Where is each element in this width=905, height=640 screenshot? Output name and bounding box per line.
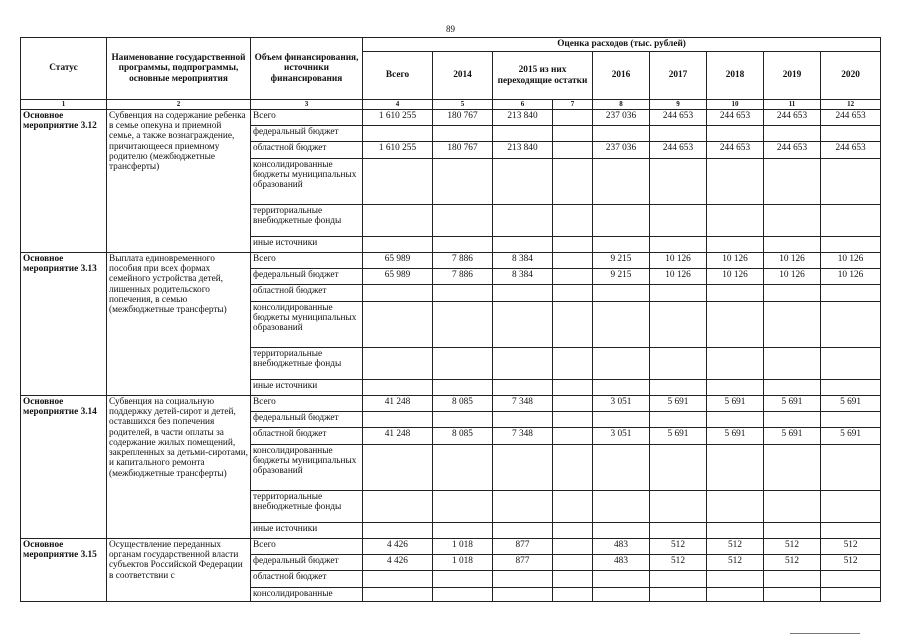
value-cell: 41 248 xyxy=(363,428,433,445)
value-cell xyxy=(650,348,707,380)
value-cell xyxy=(363,237,433,253)
value-cell: 512 xyxy=(821,539,881,555)
value-cell xyxy=(764,588,821,602)
funding-source-cell: иные источники xyxy=(251,237,363,253)
value-cell xyxy=(707,159,764,205)
funding-source-cell: областной бюджет xyxy=(251,142,363,159)
funding-source-cell: Всего xyxy=(251,539,363,555)
value-cell xyxy=(650,571,707,588)
value-cell xyxy=(707,285,764,302)
value-cell xyxy=(593,491,650,523)
value-cell xyxy=(553,142,593,159)
value-cell xyxy=(593,302,650,348)
value-cell: 512 xyxy=(764,555,821,571)
value-cell xyxy=(821,205,881,237)
status-cell: Основное мероприятие 3.14 xyxy=(21,396,107,539)
value-cell: 237 036 xyxy=(593,110,650,126)
funding-source-cell: федеральный бюджет xyxy=(251,412,363,428)
value-cell xyxy=(493,588,553,602)
value-cell xyxy=(493,445,553,491)
column-number: 2 xyxy=(107,100,251,110)
value-cell xyxy=(707,445,764,491)
value-cell xyxy=(821,523,881,539)
funding-source-cell: областной бюджет xyxy=(251,428,363,445)
value-cell xyxy=(593,159,650,205)
value-cell xyxy=(493,126,553,142)
value-cell xyxy=(764,348,821,380)
value-cell xyxy=(363,445,433,491)
value-cell xyxy=(764,380,821,396)
value-cell xyxy=(493,348,553,380)
value-cell: 5 691 xyxy=(764,396,821,412)
column-number: 3 xyxy=(251,100,363,110)
value-cell xyxy=(433,380,493,396)
table-row xyxy=(21,110,881,126)
value-cell xyxy=(707,126,764,142)
column-number: 7 xyxy=(553,100,593,110)
value-cell: 512 xyxy=(707,555,764,571)
value-cell xyxy=(593,237,650,253)
value-cell: 244 653 xyxy=(650,110,707,126)
value-cell xyxy=(553,237,593,253)
value-cell: 8 085 xyxy=(433,428,493,445)
funding-source-cell: иные источники xyxy=(251,523,363,539)
value-cell xyxy=(764,491,821,523)
value-cell xyxy=(553,126,593,142)
value-cell xyxy=(764,205,821,237)
value-cell xyxy=(553,205,593,237)
funding-source-cell: территориальные внебюджетные фонды xyxy=(251,348,363,380)
funding-source-cell: консолидированные xyxy=(251,588,363,602)
value-cell xyxy=(553,348,593,380)
value-cell: 1 610 255 xyxy=(363,110,433,126)
value-cell xyxy=(363,285,433,302)
funding-source-cell: федеральный бюджет xyxy=(251,269,363,285)
value-cell: 9 215 xyxy=(593,253,650,269)
value-cell xyxy=(493,412,553,428)
header-2015: 2015 из них переходящие остатки xyxy=(493,52,593,100)
value-cell xyxy=(593,412,650,428)
value-cell xyxy=(363,205,433,237)
funding-source-cell: Всего xyxy=(251,396,363,412)
value-cell xyxy=(764,412,821,428)
value-cell: 512 xyxy=(764,539,821,555)
header-volume: Объем финансирования, источники финансирования xyxy=(251,38,363,100)
funding-source-cell: Всего xyxy=(251,253,363,269)
value-cell xyxy=(363,491,433,523)
value-cell xyxy=(553,539,593,555)
value-cell: 5 691 xyxy=(650,428,707,445)
header-2020: 2020 xyxy=(821,52,881,100)
value-cell xyxy=(650,380,707,396)
value-cell xyxy=(764,445,821,491)
value-cell xyxy=(593,445,650,491)
header-2017: 2017 xyxy=(650,52,707,100)
value-cell xyxy=(363,348,433,380)
value-cell xyxy=(493,491,553,523)
funding-source-cell: консолидированные бюджеты муниципальных образований xyxy=(251,159,363,205)
value-cell: 5 691 xyxy=(707,428,764,445)
value-cell xyxy=(821,571,881,588)
value-cell xyxy=(764,571,821,588)
value-cell xyxy=(433,285,493,302)
value-cell xyxy=(553,285,593,302)
value-cell xyxy=(493,302,553,348)
value-cell xyxy=(553,269,593,285)
value-cell xyxy=(821,159,881,205)
value-cell xyxy=(493,205,553,237)
value-cell xyxy=(363,571,433,588)
value-cell: 7 886 xyxy=(433,269,493,285)
funding-source-cell: Всего xyxy=(251,110,363,126)
value-cell xyxy=(553,302,593,348)
status-cell: Основное мероприятие 3.13 xyxy=(21,253,107,396)
funding-source-cell: консолидированные бюджеты муниципальных образований xyxy=(251,302,363,348)
value-cell xyxy=(821,412,881,428)
status-cell: Основное мероприятие 3.12 xyxy=(21,110,107,253)
column-number: 12 xyxy=(821,100,881,110)
value-cell xyxy=(553,445,593,491)
value-cell xyxy=(553,555,593,571)
table-body xyxy=(21,110,881,602)
value-cell xyxy=(650,205,707,237)
value-cell xyxy=(593,205,650,237)
value-cell xyxy=(593,380,650,396)
value-cell: 512 xyxy=(650,555,707,571)
value-cell: 512 xyxy=(707,539,764,555)
value-cell xyxy=(553,110,593,126)
value-cell xyxy=(821,380,881,396)
footer-line xyxy=(790,633,860,634)
value-cell: 512 xyxy=(821,555,881,571)
value-cell: 10 126 xyxy=(764,269,821,285)
table-row xyxy=(21,396,881,412)
value-cell xyxy=(553,380,593,396)
value-cell: 213 840 xyxy=(493,142,553,159)
value-cell xyxy=(707,523,764,539)
value-cell xyxy=(821,237,881,253)
funding-source-cell: федеральный бюджет xyxy=(251,555,363,571)
value-cell xyxy=(764,285,821,302)
value-cell xyxy=(707,237,764,253)
value-cell xyxy=(593,588,650,602)
value-cell: 180 767 xyxy=(433,142,493,159)
value-cell: 237 036 xyxy=(593,142,650,159)
value-cell xyxy=(707,412,764,428)
value-cell: 3 051 xyxy=(593,396,650,412)
value-cell xyxy=(553,253,593,269)
value-cell xyxy=(821,302,881,348)
value-cell xyxy=(553,588,593,602)
header-2016: 2016 xyxy=(593,52,650,100)
value-cell xyxy=(650,588,707,602)
value-cell xyxy=(433,348,493,380)
value-cell xyxy=(650,412,707,428)
header-name: Наименование государственной программы, подпрограммы, основные мероприятия xyxy=(107,38,251,100)
value-cell: 7 886 xyxy=(433,253,493,269)
value-cell xyxy=(821,588,881,602)
value-cell xyxy=(363,412,433,428)
table-row xyxy=(21,253,881,269)
value-cell: 8 085 xyxy=(433,396,493,412)
value-cell xyxy=(433,445,493,491)
column-number: 4 xyxy=(363,100,433,110)
value-cell xyxy=(433,571,493,588)
value-cell xyxy=(707,380,764,396)
value-cell: 1 018 xyxy=(433,539,493,555)
value-cell xyxy=(764,523,821,539)
funding-source-cell: консолидированные бюджеты муниципальных образований xyxy=(251,445,363,491)
value-cell xyxy=(821,285,881,302)
value-cell xyxy=(707,348,764,380)
value-cell: 483 xyxy=(593,555,650,571)
value-cell xyxy=(363,523,433,539)
header-estimate: Оценка расходов (тыс. рублей) xyxy=(363,38,881,52)
value-cell xyxy=(363,126,433,142)
funding-source-cell: иные источники xyxy=(251,380,363,396)
value-cell xyxy=(433,523,493,539)
table-row xyxy=(21,539,881,555)
value-cell xyxy=(593,126,650,142)
column-number: 8 xyxy=(593,100,650,110)
value-cell: 244 653 xyxy=(764,110,821,126)
value-cell xyxy=(433,491,493,523)
column-number: 9 xyxy=(650,100,707,110)
value-cell xyxy=(650,159,707,205)
value-cell xyxy=(707,571,764,588)
value-cell: 8 384 xyxy=(493,253,553,269)
value-cell: 10 126 xyxy=(707,269,764,285)
value-cell xyxy=(821,348,881,380)
value-cell xyxy=(707,302,764,348)
value-cell xyxy=(593,523,650,539)
value-cell: 5 691 xyxy=(821,396,881,412)
value-cell: 7 348 xyxy=(493,396,553,412)
value-cell xyxy=(593,348,650,380)
value-cell: 10 126 xyxy=(650,253,707,269)
value-cell xyxy=(764,126,821,142)
value-cell xyxy=(821,445,881,491)
header-total: Всего xyxy=(363,52,433,100)
value-cell xyxy=(650,302,707,348)
value-cell xyxy=(821,126,881,142)
column-number: 11 xyxy=(764,100,821,110)
value-cell xyxy=(553,491,593,523)
header-status: Статус xyxy=(21,38,107,100)
funding-source-cell: областной бюджет xyxy=(251,571,363,588)
value-cell: 10 126 xyxy=(764,253,821,269)
value-cell: 10 126 xyxy=(821,253,881,269)
value-cell xyxy=(553,396,593,412)
column-number: 5 xyxy=(433,100,493,110)
value-cell xyxy=(493,237,553,253)
value-cell: 3 051 xyxy=(593,428,650,445)
value-cell xyxy=(650,237,707,253)
value-cell: 1 018 xyxy=(433,555,493,571)
value-cell xyxy=(433,237,493,253)
value-cell xyxy=(821,491,881,523)
value-cell xyxy=(363,159,433,205)
value-cell xyxy=(707,491,764,523)
value-cell xyxy=(593,571,650,588)
header-2019: 2019 xyxy=(764,52,821,100)
value-cell: 244 653 xyxy=(764,142,821,159)
value-cell: 244 653 xyxy=(821,142,881,159)
funding-source-cell: территориальные внебюджетные фонды xyxy=(251,205,363,237)
value-cell xyxy=(707,588,764,602)
value-cell: 65 989 xyxy=(363,269,433,285)
measure-name-cell: Осуществление переданных органам государственной власти субъектов Российской Федерации в соответствии с xyxy=(107,539,251,602)
value-cell xyxy=(493,285,553,302)
value-cell xyxy=(764,237,821,253)
value-cell xyxy=(650,445,707,491)
value-cell xyxy=(493,571,553,588)
value-cell: 10 126 xyxy=(650,269,707,285)
column-number: 6 xyxy=(493,100,553,110)
value-cell xyxy=(553,412,593,428)
column-number: 1 xyxy=(21,100,107,110)
status-cell: Основное мероприятие 3.15 xyxy=(21,539,107,602)
measure-name-cell: Выплата единовременного пособия при всех формах семейного устройства детей, лишенных родительского попечения, в семью (межбюджетные трансферты) xyxy=(107,253,251,396)
value-cell xyxy=(593,285,650,302)
value-cell xyxy=(433,205,493,237)
value-cell xyxy=(493,159,553,205)
budget-table xyxy=(20,37,881,602)
value-cell: 10 126 xyxy=(821,269,881,285)
value-cell xyxy=(433,302,493,348)
value-cell: 10 126 xyxy=(707,253,764,269)
value-cell xyxy=(650,285,707,302)
value-cell xyxy=(363,302,433,348)
funding-source-cell: территориальные внебюджетные фонды xyxy=(251,491,363,523)
value-cell: 244 653 xyxy=(707,142,764,159)
value-cell xyxy=(493,523,553,539)
value-cell: 41 248 xyxy=(363,396,433,412)
value-cell: 877 xyxy=(493,539,553,555)
header-2014: 2014 xyxy=(433,52,493,100)
value-cell: 244 653 xyxy=(707,110,764,126)
value-cell: 5 691 xyxy=(764,428,821,445)
value-cell: 4 426 xyxy=(363,539,433,555)
value-cell xyxy=(433,159,493,205)
column-number: 10 xyxy=(707,100,764,110)
measure-name-cell: Субвенция на социальную поддержку детей-сирот и детей, оставшихся без попечения родителей, в части оплаты за содержание жилых помещений, закрепленных за детьми-сиротами, и капитального ремонта (межбюджетные трансферты) xyxy=(107,396,251,539)
value-cell: 244 653 xyxy=(821,110,881,126)
measure-name-cell: Субвенция на содержание ребенка в семье опекуна и приемной семье, а также вознаграждение, причитающееся приемному родителю (межбюджетные трансферты) xyxy=(107,110,251,253)
value-cell xyxy=(553,428,593,445)
value-cell xyxy=(764,159,821,205)
funding-source-cell: областной бюджет xyxy=(251,285,363,302)
value-cell: 244 653 xyxy=(650,142,707,159)
page-number: 89 xyxy=(446,24,455,34)
value-cell: 512 xyxy=(650,539,707,555)
value-cell: 65 989 xyxy=(363,253,433,269)
value-cell xyxy=(433,412,493,428)
column-number-row xyxy=(21,100,881,110)
value-cell: 4 426 xyxy=(363,555,433,571)
value-cell: 8 384 xyxy=(493,269,553,285)
value-cell: 5 691 xyxy=(650,396,707,412)
value-cell: 5 691 xyxy=(821,428,881,445)
value-cell xyxy=(433,126,493,142)
value-cell xyxy=(650,126,707,142)
value-cell xyxy=(553,523,593,539)
value-cell xyxy=(553,571,593,588)
value-cell: 180 767 xyxy=(433,110,493,126)
value-cell xyxy=(650,491,707,523)
value-cell xyxy=(553,159,593,205)
value-cell: 9 215 xyxy=(593,269,650,285)
value-cell: 877 xyxy=(493,555,553,571)
header-2018: 2018 xyxy=(707,52,764,100)
value-cell: 5 691 xyxy=(707,396,764,412)
value-cell xyxy=(707,205,764,237)
funding-source-cell: федеральный бюджет xyxy=(251,126,363,142)
value-cell: 483 xyxy=(593,539,650,555)
value-cell: 7 348 xyxy=(493,428,553,445)
value-cell xyxy=(764,302,821,348)
value-cell: 213 840 xyxy=(493,110,553,126)
value-cell xyxy=(433,588,493,602)
value-cell xyxy=(493,380,553,396)
value-cell xyxy=(650,523,707,539)
value-cell xyxy=(363,380,433,396)
value-cell xyxy=(363,588,433,602)
value-cell: 1 610 255 xyxy=(363,142,433,159)
